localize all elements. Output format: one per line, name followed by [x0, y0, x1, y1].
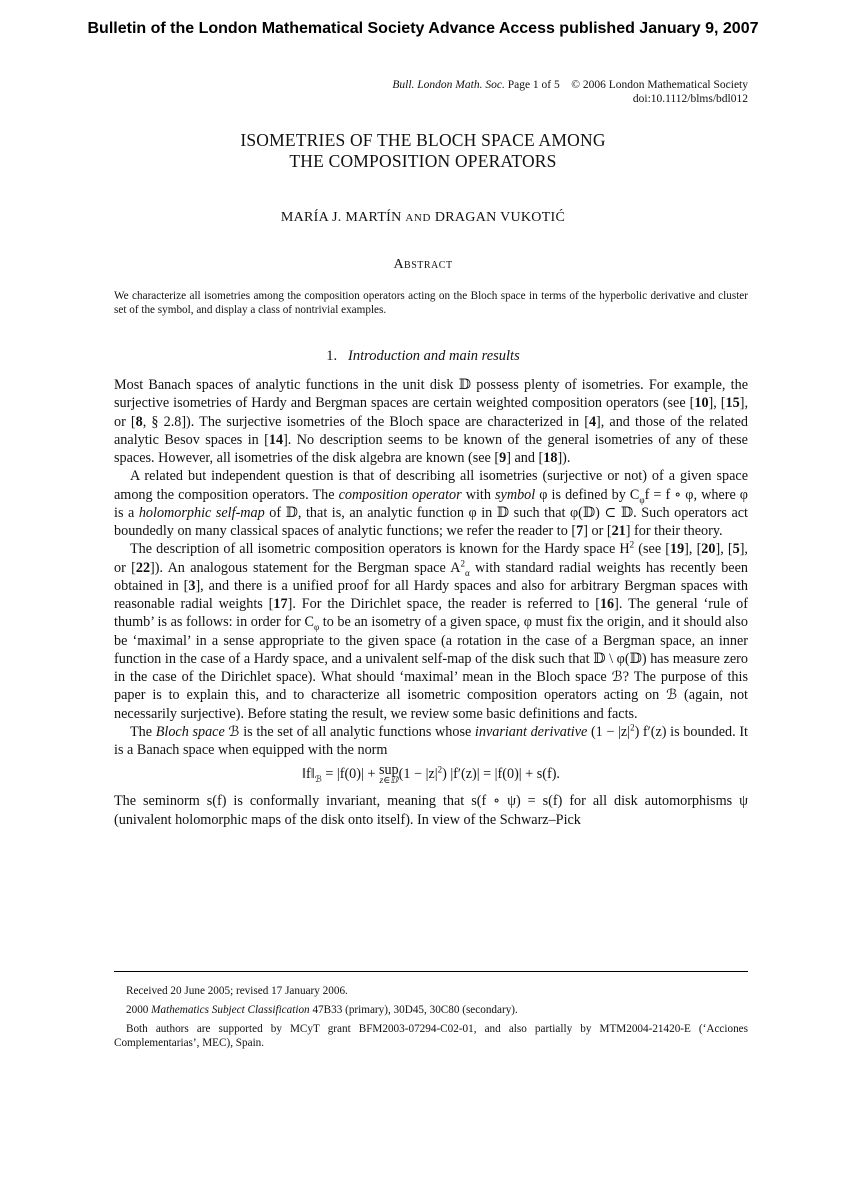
- citation[interactable]: 21: [611, 523, 626, 539]
- paragraph-3: The description of all isometric composition operators is known for the Hardy space $H^2$ (see [19], [20], [5], or [22]). An analogous statement for the Bergman space $A^2_\alpha$ with standard radial weights has recently been obtained in [3], and there is a unified proof for all Hardy spaces and also for arbitrary Bergman spaces with reasonable radial weights [17]. For the Dirichlet space, the reader is referred to [16]. The general ‘rule of thumb’ is as follows: in order for $C_\varphi$ to be an isometry of a given space, φ must fix the origin, and it should also be ‘maximal’ in a sense appropriate to the given space (a rotation in the case of a Bergman space, an inner function in the case of a Hardy space, and a univalent self-map of the disk such that 𝔻 \ φ(𝔻) has measure zero in the case of the Dirichlet space). What should ‘maximal’ mean in the Bloch space ℬ? The purpose of this paper is to explain this, and to characterize all isometric composition operators acting on ℬ (again, not necessarily surjective). Before stating the result, we review some basic definitions and facts.: [114, 539, 749, 722]
- journal-line: [392, 78, 748, 92]
- paragraph-5: The seminorm s(f) is conformally invariant, meaning that s(f ∘ ψ) = s(f) for all disk automorphisms ψ (univalent holomorphic maps of the disk onto itself). In view of the Schwarz–Pick: [114, 793, 748, 828]
- citation[interactable]: 18: [543, 450, 558, 466]
- authors: [0, 210, 846, 226]
- citation[interactable]: 3: [188, 577, 196, 594]
- author-2: DRAGAN VUKOTIĆ: [434, 210, 566, 225]
- paragraph-2: A related but independent question is that of describing all isometries (surjective or not) of a given space among the composition operators. The composition operator with symbol φ is defined by $C_\varphi f = f$ ∘ φ, where φ is a holomorphic self-map of 𝔻, that is, an analytic function φ in 𝔻 such that φ(𝔻) ⊂ 𝔻. Such operators act boundedly on many classical spaces of analytic functions; we refer the reader to [7] or [21] for their theory.: [114, 468, 748, 539]
- abstract-text: We characterize all isometries among the composition operators acting on the Bloch space in terms of the hyperbolic derivative and cluster set of the symbol, and display a class of nontrivial examples.: [114, 290, 748, 316]
- bloch-norm-equation: $‖f‖_ℬ = |f(0)|$ + sup z∈𝔻 $(1 - |z|^2)$ |f′(z)| = |f(0)| + s(f).: [302, 762, 560, 787]
- publication-banner: Bulletin of the London Mathematical Society Advance Access published January 9, 2007: [87, 20, 759, 37]
- citation[interactable]: 7: [576, 523, 584, 539]
- footnote-support: Both authors are supported by MCyT grant BFM2003-07294-C02-01, and also partially by MTM2004-21420-E (‘Acciones Complementarias’, MEC), Spain.: [114, 1023, 748, 1049]
- citation[interactable]: 16: [599, 596, 615, 612]
- copyright: © 2006 London Mathematical Society: [571, 79, 748, 91]
- abstract-heading: Abstract: [393, 257, 453, 272]
- citation[interactable]: 22: [135, 559, 151, 576]
- author-1: MARÍA J. MARTÍN: [280, 210, 402, 225]
- body-text: [114, 376, 748, 829]
- citation[interactable]: 4: [588, 413, 597, 430]
- footnote-msc: 2000 Mathematics Subject Classification 47B33 (primary), 30D45, 30C80 (secondary).: [126, 1004, 518, 1016]
- citation[interactable]: 19: [669, 541, 685, 558]
- citation[interactable]: 14: [268, 431, 284, 448]
- paper-title: [0, 130, 846, 172]
- citation[interactable]: 10: [694, 395, 709, 412]
- citation[interactable]: 17: [273, 596, 288, 612]
- footnote-rule: [114, 971, 748, 972]
- title-line-2: THE COMPOSITION OPERATORS: [289, 151, 557, 171]
- paragraph-1: Most Banach spaces of analytic functions in the unit disk 𝔻 possess plenty of isometries. For example, the surjective isometries of Hardy and Bergman spaces are certain weighted composition operators (see [10], [15], or [8, § 2.8]). The surjective isometries of the Bloch space are characterized in [4], and those of the related analytic Besov spaces in [14]. No description seems to be known of the general isometries of any of these spaces. However, all isometries of the disk algebra are known (see [9] and [18]).: [114, 377, 748, 466]
- page-number: Page 1 of 5: [507, 79, 560, 91]
- paragraph-4: The Bloch space ℬ is the set of all analytic functions whose invariant derivative $(1 - |z|^2)$ f′(z) is bounded. It is a Banach space when equipped with the norm: [114, 722, 748, 758]
- journal-name: Bull. London Math. Soc.: [392, 79, 505, 91]
- doi: doi:10.1112/blms/bdl012: [632, 93, 748, 105]
- footnotes: [114, 984, 748, 1055]
- citation[interactable]: 15: [725, 395, 740, 412]
- citation[interactable]: 5: [732, 541, 740, 558]
- citation[interactable]: 20: [701, 541, 716, 558]
- citation[interactable]: 9: [499, 450, 507, 466]
- author-conjunction: AND: [405, 212, 432, 224]
- section-number: 1.: [326, 348, 338, 364]
- title-line-1: ISOMETRIES OF THE BLOCH SPACE AMONG: [240, 130, 606, 150]
- footnote-received: Received 20 June 2005; revised 17 January 2006.: [126, 985, 348, 997]
- publication-info: [392, 78, 748, 106]
- section-title: Introduction and main results: [348, 348, 520, 364]
- citation[interactable]: 8: [135, 413, 143, 430]
- section-heading: [0, 348, 846, 365]
